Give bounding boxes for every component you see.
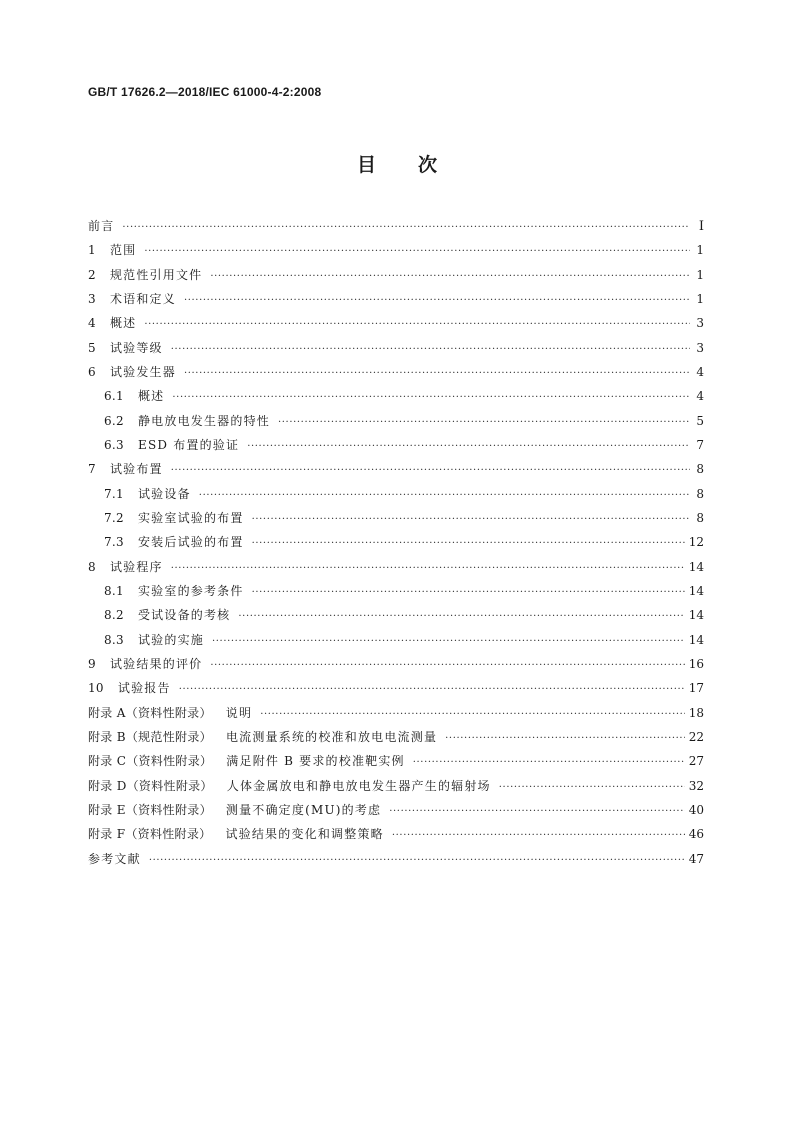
toc-entry-label: 受试设备的考核 [137,608,231,623]
toc-entry-number: 7.3 [104,535,124,550]
toc-entry[interactable] [88,826,704,850]
toc-entry-page: 5 [696,413,704,428]
toc-entry-number: 6 [88,364,96,379]
toc-entry-number: 6.1 [104,389,124,404]
toc-entry-number: 6.2 [104,413,124,428]
toc-entry-page: 14 [688,583,704,598]
toc-dot-leader [210,268,690,285]
toc-entry-number: 1 [88,243,96,258]
toc-entry-label: 电流测量系统的校准和放电电流测量 [225,729,438,744]
toc-entry[interactable] [88,340,704,364]
toc-entry-label: 试验发生器 [109,364,176,379]
toc-entry-label: 静电放电发生器的特性 [137,413,270,428]
toc-entry-page: 40 [688,802,704,817]
toc-dot-leader [445,730,685,747]
toc-entry-label: 规范性引用文件 [109,267,203,282]
toc-entry-page: 46 [688,827,704,842]
toc-entry[interactable] [88,705,704,729]
toc-entry[interactable] [88,218,704,242]
toc-dot-leader [144,316,690,333]
toc-entry-label: 实验室试验的布置 [137,510,244,525]
toc-entry-label: 实验室的参考条件 [137,583,244,598]
toc-dot-leader [389,803,684,820]
toc-entry-label: 概述 [109,316,137,331]
toc-entry-number: 4 [88,316,96,331]
toc-dot-leader [199,487,690,504]
toc-entry[interactable] [88,486,704,510]
toc-entry-label: 人体金属放电和静电放电发生器产生的辐射场 [226,778,491,793]
toc-entry[interactable] [88,753,704,777]
toc-entry-number: 3 [88,291,96,306]
toc-entry-page: 1 [696,291,704,306]
toc-dot-leader [247,438,690,455]
toc-dot-leader [171,462,690,479]
toc-dot-leader [122,219,690,236]
toc-entry-number: 9 [88,656,96,671]
toc-entry-label: 试验结果的评价 [109,656,203,671]
toc-dot-leader [392,827,685,844]
toc-entry[interactable] [88,267,704,291]
toc-dot-leader [184,365,690,382]
toc-entry[interactable] [88,656,704,680]
toc-entry[interactable] [88,364,704,388]
toc-entry-number: 附录 C（资料性附录） [88,754,213,769]
toc-entry[interactable] [88,802,704,826]
toc-entry-page: 3 [696,340,704,355]
toc-entry-number: 5 [88,340,96,355]
page-title: 目次 [356,154,479,176]
toc-entry-page: 4 [696,389,704,404]
toc-entry-page: 22 [688,729,704,744]
toc-entry-number: 7.2 [104,510,124,525]
toc-dot-leader [212,633,685,650]
toc-entry-page: Ⅰ [698,219,704,234]
toc-entry-page: 7 [696,437,704,452]
toc-dot-leader [184,292,690,309]
toc-entry-label: 试验布置 [109,462,163,477]
toc-entry[interactable] [88,388,704,412]
toc-entry-label: 试验的实施 [137,632,204,647]
toc-dot-leader [499,779,685,796]
toc-entry-label: 说明 [225,705,253,720]
toc-entry[interactable] [88,510,704,534]
toc-entry[interactable] [88,413,704,437]
toc-entry-page: 4 [696,364,704,379]
toc-entry-number: 7.1 [104,486,124,501]
toc-entry[interactable] [88,607,704,631]
toc-entry-number: 附录 A（资料性附录） [88,705,212,720]
toc-entry-label: 试验等级 [109,340,163,355]
toc-entry-label: 前言 [88,219,115,233]
toc-entry-number: 附录 D（资料性附录） [88,778,213,793]
toc-dot-leader [210,657,684,674]
toc-entry[interactable] [88,461,704,485]
table-of-contents [88,218,704,875]
toc-dot-leader [171,341,690,358]
toc-entry-number: 7 [88,462,96,477]
toc-dot-leader [144,243,690,260]
toc-entry-number: 2 [88,267,96,282]
toc-entry-number: 附录 F（资料性附录） [88,827,212,842]
toc-entry-label: 试验设备 [137,486,191,501]
toc-dot-leader [238,608,684,625]
toc-entry[interactable] [88,851,704,875]
toc-entry-page: 18 [688,705,704,720]
toc-entry[interactable] [88,291,704,315]
toc-dot-leader [252,535,685,552]
toc-entry-page: 47 [688,851,704,866]
toc-entry-number: 附录 B（规范性附录） [88,729,212,744]
toc-entry-page: 14 [688,559,704,574]
toc-entry-page: 14 [688,608,704,623]
toc-entry-page: 8 [696,510,704,525]
toc-entry-page: 12 [688,535,704,550]
toc-entry-page: 14 [688,632,704,647]
toc-entry[interactable] [88,315,704,339]
toc-entry-number: 8.1 [104,583,124,598]
toc-entry-page: 1 [696,243,704,258]
standard-code-header: GB/T 17626.2—2018/IEC 61000-4-2:2008 [88,85,322,99]
toc-entry-label: 测量不确定度(MU)的考虑 [225,802,382,817]
toc-entry-label: 试验报告 [117,681,171,696]
toc-dot-leader [252,584,685,601]
toc-entry-number: 8 [88,559,96,574]
toc-entry[interactable] [88,559,704,583]
toc-entry-number: 8.3 [104,632,124,647]
toc-entry-page: 8 [696,462,704,477]
toc-entry-number: 10 [88,681,104,696]
toc-entry[interactable] [88,778,704,802]
toc-entry-label: ESD 布置的验证 [137,437,240,452]
toc-dot-leader [278,414,690,431]
toc-dot-leader [171,560,685,577]
toc-dot-leader [260,706,685,723]
toc-entry-page: 27 [688,754,704,769]
toc-entry-page: 1 [696,267,704,282]
toc-entry[interactable] [88,437,704,461]
toc-entry[interactable] [88,242,704,266]
toc-dot-leader [413,754,685,771]
toc-dot-leader [252,511,690,528]
toc-dot-leader [172,389,690,406]
toc-dot-leader [179,681,685,698]
toc-entry-label: 安装后试验的布置 [137,535,244,550]
toc-entry-label: 试验结果的变化和调整策略 [225,827,384,842]
toc-entry-number: 附录 E（资料性附录） [88,802,212,817]
toc-entry[interactable] [88,729,704,753]
toc-entry-page: 8 [696,486,704,501]
toc-entry-label: 满足附件 B 要求的校准靶实例 [226,754,405,769]
toc-entry-label: 试验程序 [109,559,163,574]
toc-entry-label: 术语和定义 [109,291,176,306]
toc-entry[interactable] [88,632,704,656]
toc-entry-page: 32 [688,778,704,793]
toc-entry-label: 范围 [109,243,137,258]
toc-entry[interactable] [88,534,704,558]
toc-entry[interactable] [88,680,704,704]
toc-entry[interactable] [88,583,704,607]
toc-entry-label: 参考文献 [88,851,141,866]
toc-entry-label: 概述 [137,389,165,404]
toc-entry-page: 17 [688,681,704,696]
toc-entry-number: 6.3 [104,437,124,452]
toc-entry-page: 16 [688,656,704,671]
toc-entry-page: 3 [696,316,704,331]
toc-dot-leader [149,852,685,869]
toc-entry-number: 8.2 [104,608,124,623]
